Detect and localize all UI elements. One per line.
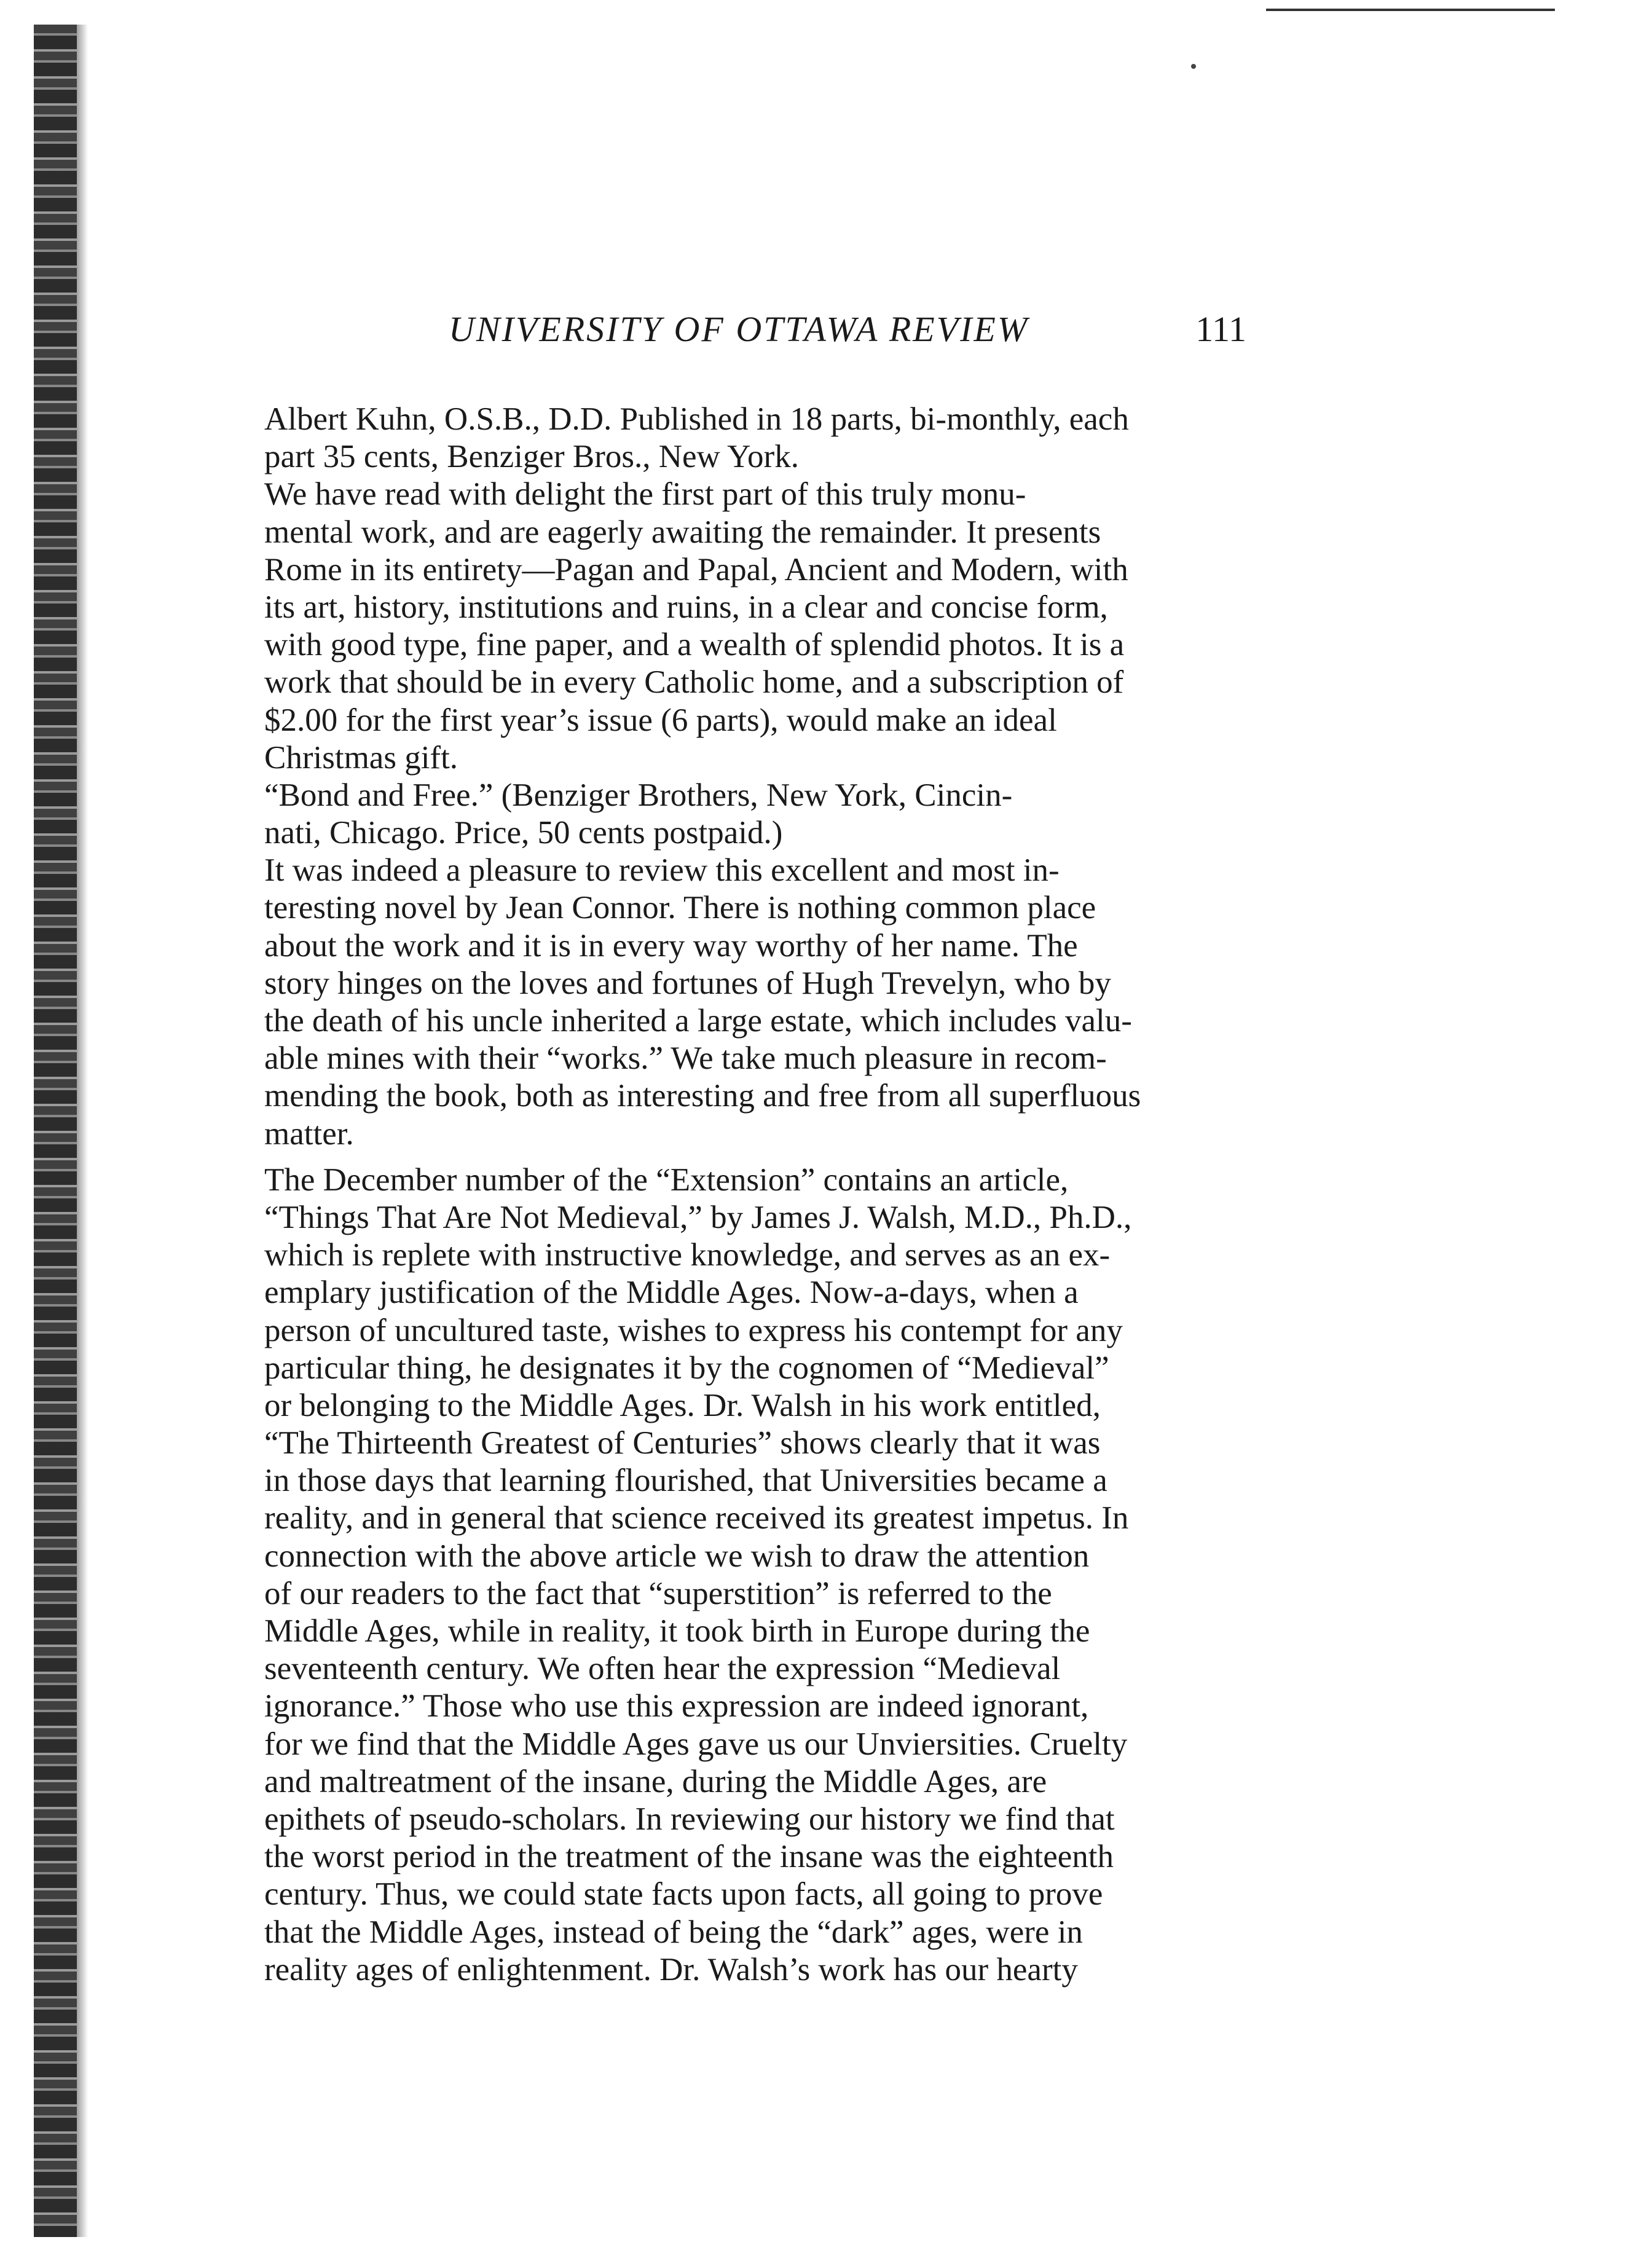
top-rule [1266, 9, 1555, 11]
text-line: story hinges on the loves and fortunes of Hugh Trevelyn, who by [264, 965, 1111, 1001]
text-line: ignorance.” Those who use this expression are indeed ignorant, [264, 1688, 1089, 1724]
text-line: with good type, fine paper, and a wealth of splendid photos. It is a [264, 627, 1125, 663]
text-line: connection with the above article we wish to draw the attention [264, 1538, 1090, 1574]
text-line: particular thing, he designates it by the cognomen of “Medieval” [264, 1350, 1109, 1386]
text-line: It was indeed a pleasure to review this excellent and most in- [264, 852, 1060, 889]
text-line: century. Thus, we could state facts upon facts, all going to prove [264, 1876, 1103, 1913]
text-line: “The Thirteenth Greatest of Centuries” shows clearly that it was [264, 1425, 1101, 1461]
text-line: Albert Kuhn, O.S.B., D.D. Published in 18 parts, bi-monthly, each [264, 401, 1129, 437]
text-line: Middle Ages, while in reality, it took birth in Europe during the [264, 1613, 1090, 1649]
text-line: that the Middle Ages, instead of being the “dark” ages, were in [264, 1914, 1083, 1950]
text-line: The December number of the “Extension” contains an article, [264, 1162, 1069, 1198]
binding-shadow [34, 25, 77, 2237]
text-line: epithets of pseudo-scholars. In reviewing our history we find that [264, 1801, 1115, 1837]
text-line: part 35 cents, Benziger Bros., New York. [264, 439, 799, 475]
text-line: We have read with delight the first part of this truly monu- [264, 476, 1026, 513]
paragraph-gap [264, 1153, 1246, 1162]
text-line: reality ages of enlightenment. Dr. Walsh’s work has our hearty [264, 1951, 1078, 1988]
text-line: which is replete with instructive knowledge, and serves as an ex- [264, 1237, 1111, 1273]
text-line: matter. [264, 1115, 354, 1152]
text-line: reality, and in general that science received its greatest impetus. In [264, 1500, 1129, 1536]
text-line: emplary justification of the Middle Ages. Now-a-days, when a [264, 1275, 1079, 1311]
text-line: seventeenth century. We often hear the expression “Medieval [264, 1651, 1061, 1687]
text-line: and maltreatment of the insane, during the Middle Ages, are [264, 1763, 1047, 1799]
page-header [258, 309, 1246, 370]
text-line: its art, history, institutions and ruins, in a clear and concise form, [264, 589, 1108, 625]
text-line: mental work, and are eagerly awaiting the remainder. It presents [264, 514, 1101, 550]
text-line: teresting novel by Jean Connor. There is nothing common place [264, 890, 1096, 926]
text-line: mending the book, both as interesting and free from all superfluous [264, 1078, 1141, 1114]
text-line: nati, Chicago. Price, 50 cents postpaid.) [264, 815, 783, 851]
text-line: Rome in its entirety—Pagan and Papal, Ancient and Modern, with [264, 551, 1128, 588]
text-line: Christmas gift. [264, 739, 458, 776]
text-line: for we find that the Middle Ages gave us our Unviersities. Cruelty [264, 1726, 1128, 1762]
binding-edge [77, 25, 88, 2237]
text-line: “Bond and Free.” (Benziger Brothers, New York, Cincin- [264, 777, 1013, 813]
text-line: the death of his uncle inherited a large estate, which includes valu- [264, 1003, 1132, 1039]
body-text [264, 401, 1246, 1989]
text-line: or belonging to the Middle Ages. Dr. Walsh in his work entitled, [264, 1387, 1101, 1423]
text-line: of our readers to the fact that “superstition” is referred to the [264, 1575, 1052, 1611]
text-line: person of uncultured taste, wishes to express his contempt for any [264, 1312, 1123, 1348]
text-line: $2.00 for the first year’s issue (6 parts), would make an ideal [264, 702, 1057, 738]
text-line: about the work and it is in every way worthy of her name. The [264, 927, 1078, 964]
text-line: in those days that learning flourished, that Universities became a [264, 1463, 1107, 1499]
ink-speck [1191, 64, 1196, 69]
running-head: UNIVERSITY OF OTTAWA REVIEW [449, 309, 1029, 349]
text-line: work that should be in every Catholic home, and a subscription of [264, 664, 1124, 701]
text-line: “Things That Are Not Medieval,” by James J. Walsh, M.D., Ph.D., [264, 1199, 1132, 1235]
text-line: able mines with their “works.” We take much pleasure in recom- [264, 1040, 1107, 1077]
text-line: the worst period in the treatment of the insane was the eighteenth [264, 1839, 1114, 1875]
page-number: 111 [1195, 309, 1246, 349]
